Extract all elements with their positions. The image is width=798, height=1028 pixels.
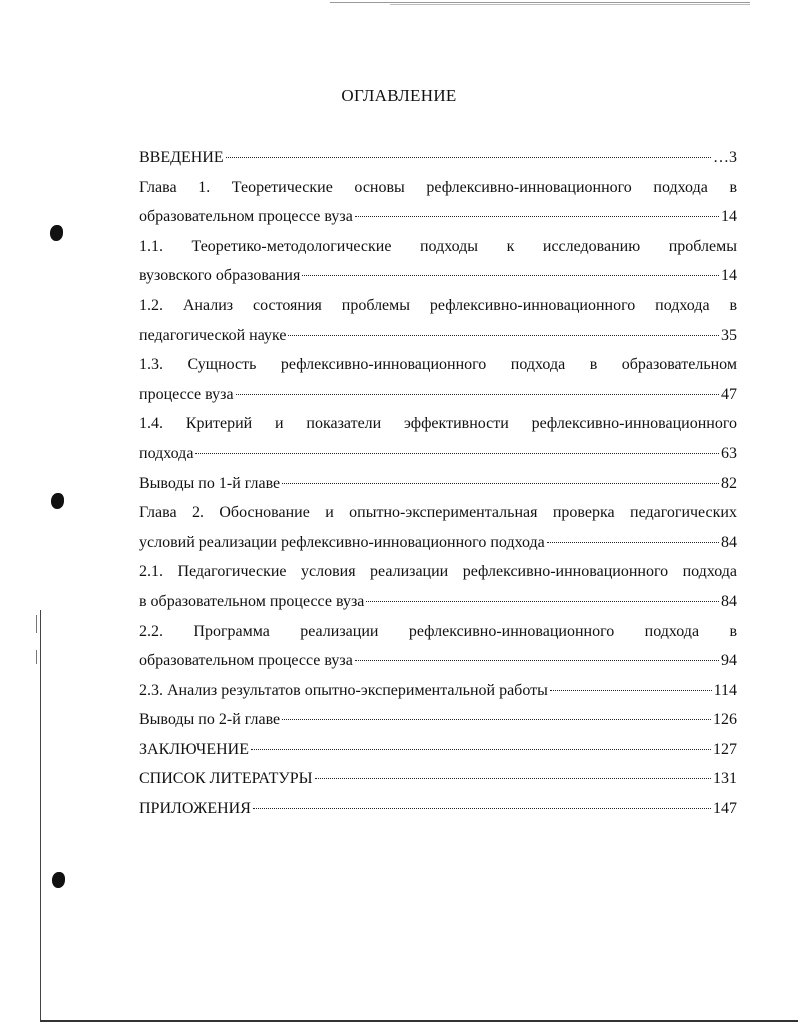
toc-page-number: 127 xyxy=(713,740,737,758)
toc-page-number: 131 xyxy=(713,770,737,788)
dot-leader xyxy=(282,483,719,484)
toc-entry xyxy=(139,469,737,499)
punch-hole-icon xyxy=(52,872,65,888)
toc-entry xyxy=(139,557,737,616)
dot-leader xyxy=(547,542,719,543)
toc-entry-last-line xyxy=(139,794,737,824)
toc-entry-text: Выводы по 2-й главе xyxy=(139,711,281,729)
scan-border xyxy=(40,1020,798,1022)
dot-leader xyxy=(195,453,719,454)
toc-entry xyxy=(139,764,737,794)
toc-page-number: 94 xyxy=(721,652,737,670)
dot-leader xyxy=(355,660,719,661)
toc-entry-last-line xyxy=(139,528,737,558)
toc-entry-line: 1.1. Теоретико-методологические подходы к исследованию проблемы xyxy=(139,237,737,255)
toc-entry-text: педагогической науке xyxy=(139,326,287,344)
punch-hole-icon xyxy=(51,493,64,509)
toc-entry-text: образовательном процессе вуза xyxy=(139,652,353,670)
page-title: ОГЛАВЛЕНИЕ xyxy=(341,86,457,105)
punch-hole-icon xyxy=(50,225,63,241)
toc-entry-text: 2.3. Анализ результатов опытно-экспериментальной работы xyxy=(139,681,548,699)
toc-page-number: …3 xyxy=(713,149,737,166)
toc-page-number: 126 xyxy=(713,711,737,729)
toc-entry xyxy=(139,143,737,173)
toc-entry-line: 1.3. Сущность рефлексивно-инновационного подхода в образовательном xyxy=(139,356,737,374)
toc-entry-last-line xyxy=(139,321,737,351)
toc-entry xyxy=(139,794,737,824)
dot-leader xyxy=(288,335,719,336)
toc-entry-text: условий реализации рефлексивно-инновационного подхода xyxy=(139,533,545,551)
toc-entry-text: вузовского образования xyxy=(139,267,301,285)
toc-entry-last-line xyxy=(139,439,737,469)
toc-entry xyxy=(139,173,737,232)
scan-border xyxy=(40,610,41,1020)
toc-entry-line: 1.2. Анализ состояния проблемы рефлексивно-инновационного подхода в xyxy=(139,296,737,314)
toc-entry xyxy=(139,498,737,557)
toc-entry-last-line xyxy=(139,735,737,765)
toc-entry xyxy=(139,409,737,468)
toc-entry-last-line xyxy=(139,261,737,291)
dot-leader xyxy=(282,719,711,720)
toc-entry xyxy=(139,735,737,765)
toc-entry-text: Выводы по 1-й главе xyxy=(139,474,281,492)
toc-entry xyxy=(139,291,737,350)
toc-entry-last-line xyxy=(139,646,737,676)
toc-page-number: 84 xyxy=(721,533,737,551)
toc-entry-line: Глава 2. Обоснование и опытно-экспериментальная проверка педагогических xyxy=(139,504,737,522)
toc-entry-line: 2.1. Педагогические условия реализации рефлексивно-инновационного подхода xyxy=(139,563,737,581)
toc-entry-last-line xyxy=(139,676,737,706)
toc-page-number: 114 xyxy=(713,681,737,699)
toc-entry-text: образовательном процессе вуза xyxy=(139,208,353,226)
toc-page-number: 63 xyxy=(721,444,737,462)
toc-page-number: 14 xyxy=(721,208,737,226)
toc-entry xyxy=(139,676,737,706)
scan-artifact-line xyxy=(390,4,750,5)
toc-entry xyxy=(139,617,737,676)
toc-entry-text: в образовательном процессе вуза xyxy=(139,592,365,610)
toc-page-number: 14 xyxy=(721,267,737,285)
dot-leader xyxy=(236,394,719,395)
toc-entry-last-line xyxy=(139,202,737,232)
dot-leader xyxy=(253,808,711,809)
scan-artifact-line xyxy=(330,2,750,3)
dot-leader xyxy=(302,275,719,276)
dot-leader xyxy=(315,778,711,779)
dot-leader xyxy=(550,690,712,691)
toc-entry-last-line xyxy=(139,764,737,794)
toc-entry-text: ВВЕДЕНИЕ xyxy=(139,149,224,166)
toc-entry-last-line xyxy=(139,469,737,499)
toc-page-number: 147 xyxy=(713,800,737,818)
table-of-contents xyxy=(139,143,737,824)
toc-entry-text: ЗАКЛЮЧЕНИЕ xyxy=(139,740,249,758)
toc-entry xyxy=(139,350,737,409)
dot-leader xyxy=(366,601,719,602)
toc-entry-text: СПИСОК ЛИТЕРАТУРЫ xyxy=(139,770,313,788)
toc-page-number: 47 xyxy=(721,385,737,403)
toc-entry-line: 1.4. Критерий и показатели эффективности рефлексивно-инновационного xyxy=(139,415,737,433)
toc-entry-text: подхода xyxy=(139,444,194,462)
toc-page-number: 82 xyxy=(721,474,737,492)
toc-entry xyxy=(139,705,737,735)
toc-entry-last-line xyxy=(139,705,737,735)
scan-artifact-mark xyxy=(36,650,37,664)
toc-entry-last-line xyxy=(139,380,737,410)
toc-page-number: 84 xyxy=(721,592,737,610)
dot-leader xyxy=(251,749,711,750)
dot-leader xyxy=(355,216,719,217)
toc-entry-line: 2.2. Программа реализации рефлексивно-инновационного подхода в xyxy=(139,622,737,640)
toc-entry-text: процессе вуза xyxy=(139,385,234,403)
toc-entry-line: Глава 1. Теоретические основы рефлексивно-инновационного подхода в xyxy=(139,178,737,196)
toc-page-number: 35 xyxy=(721,326,737,344)
scan-artifact-mark xyxy=(36,615,37,633)
dot-leader xyxy=(226,157,711,158)
toc-entry-last-line xyxy=(139,143,737,173)
toc-entry-text: ПРИЛОЖЕНИЯ xyxy=(139,800,251,818)
toc-entry xyxy=(139,232,737,291)
toc-entry-last-line xyxy=(139,587,737,617)
